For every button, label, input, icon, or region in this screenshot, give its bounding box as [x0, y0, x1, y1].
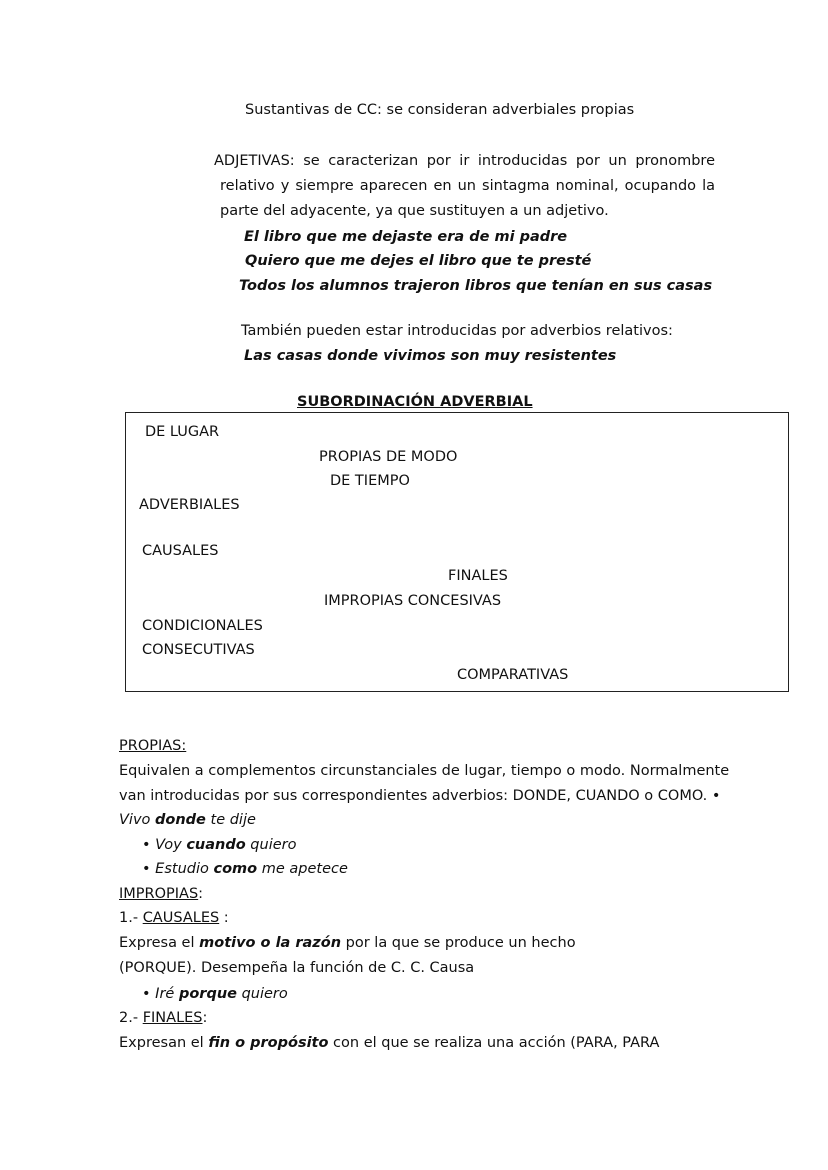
adjetivas-line-1: ADJETIVAS: se caracterizan por ir introducidas por un pronombre [214, 153, 715, 169]
bullet: • [142, 986, 156, 1002]
causales-line-1: Expresa el motivo o la razón por la que se produce un hecho [119, 935, 576, 951]
bullet: • [142, 837, 156, 853]
propias-heading: PROPIAS: [119, 738, 187, 754]
example-1: El libro que me dejaste era de mi padre [244, 229, 568, 245]
adjetivas-line-2: relativo y siempre aparecen en un sintagma nominal, ocupando la [220, 178, 715, 194]
box-adverbiales: ADVERBIALES [139, 497, 240, 513]
example-2: Quiero que me dejes el libro que te presté [245, 253, 592, 269]
bullet: • [142, 861, 156, 877]
causales-example: • Iré porque quiero [142, 986, 288, 1002]
propias-line-2: van introducidas por sus correspondientes adverbios: DONDE, CUANDO o COMO. • [119, 788, 721, 804]
finales-heading: 2.- FINALES: [119, 1010, 208, 1026]
causales-line-2: (PORQUE). Desempeña la función de C. C. Causa [119, 960, 475, 976]
box-propias-de-modo: PROPIAS DE MODO [319, 449, 458, 465]
causales-heading: 1.- CAUSALES : [119, 910, 229, 926]
tambien-line: También pueden estar introducidas por adverbios relativos: [241, 323, 673, 339]
tambien-example: Las casas donde vivimos son muy resistentes [244, 348, 617, 364]
box-condicionales: CONDICIONALES [142, 618, 263, 634]
sustantivas-line: Sustantivas de CC: se consideran adverbiales propias [245, 102, 635, 118]
section-title: SUBORDINACIÓN ADVERBIAL [297, 394, 533, 410]
box-de-tiempo: DE TIEMPO [330, 473, 410, 489]
adjetivas-line-3: parte del adyacente, ya que sustituyen a un adjetivo. [220, 203, 609, 219]
propias-example-2: • Voy cuando quiero [142, 837, 297, 853]
propias-example-1: Vivo donde te dije [119, 812, 256, 828]
box-consecutivas: CONSECUTIVAS [142, 642, 255, 658]
impropias-heading: IMPROPIAS: [119, 886, 204, 902]
box-de-lugar: DE LUGAR [145, 424, 220, 440]
box-impropias-concesivas: IMPROPIAS CONCESIVAS [324, 593, 502, 609]
finales-line-1: Expresan el fin o propósito con el que se realiza una acción (PARA, PARA [119, 1035, 660, 1051]
box-finales: FINALES [448, 568, 508, 584]
box-causales: CAUSALES [142, 543, 219, 559]
propias-line-1: Equivalen a complementos circunstanciales de lugar, tiempo o modo. Normalmente [119, 763, 730, 779]
propias-example-3: • Estudio como me apetece [142, 861, 348, 877]
example-3: Todos los alumnos trajeron libros que tenían en sus casas [239, 278, 713, 294]
box-comparativas: COMPARATIVAS [457, 667, 569, 683]
